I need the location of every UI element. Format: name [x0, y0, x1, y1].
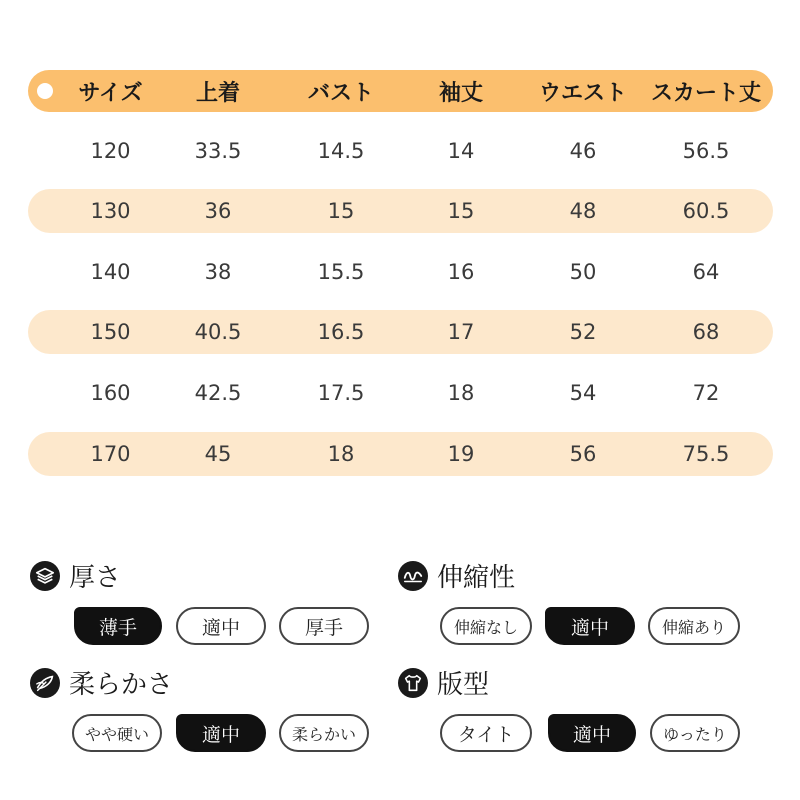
table-cell: 160 — [90, 380, 131, 405]
table-row — [28, 250, 773, 294]
table-cell: 52 — [569, 320, 597, 345]
table-cell: 19 — [447, 441, 475, 466]
feather-icon — [30, 668, 60, 698]
size-table — [28, 70, 773, 476]
table-cell: 15.5 — [317, 259, 365, 284]
wave-icon — [398, 561, 428, 591]
fit-option-tight[interactable]: タイト — [440, 714, 532, 752]
table-cell: 18 — [447, 380, 475, 405]
table-cell: 54 — [569, 380, 597, 405]
table-cell: 16.5 — [317, 320, 365, 345]
table-cell: 56 — [569, 441, 597, 466]
tshirt-icon — [398, 668, 428, 698]
table-cell: 17.5 — [317, 380, 365, 405]
table-cell: 64 — [692, 259, 720, 284]
table-cell: 14.5 — [317, 138, 365, 163]
table-cell: 15 — [447, 199, 475, 224]
table-cell: 170 — [90, 441, 131, 466]
table-cell: 150 — [90, 320, 131, 345]
table-cell: 16 — [447, 259, 475, 284]
table-row — [28, 432, 773, 476]
header-size: サイズ — [78, 80, 143, 106]
table-cell: 17 — [447, 320, 475, 345]
table-cell: 130 — [90, 199, 131, 224]
stretch-heading — [398, 557, 515, 594]
thickness-option-thick[interactable]: 厚手 — [279, 607, 369, 645]
softness-option-firm[interactable]: やや硬い — [72, 714, 162, 752]
softness-title: 柔らかさ — [69, 670, 174, 700]
thickness-option-medium[interactable]: 適中 — [176, 607, 266, 645]
table-cell: 40.5 — [194, 320, 242, 345]
table-cell: 42.5 — [194, 380, 242, 405]
table-cell: 33.5 — [194, 138, 242, 163]
header-jacket: 上着 — [195, 80, 240, 106]
thickness-heading — [30, 557, 121, 594]
table-cell: 140 — [90, 259, 131, 284]
table-header — [28, 70, 773, 112]
fit-heading — [398, 664, 489, 701]
table-cell: 46 — [569, 138, 597, 163]
softness-heading — [30, 664, 173, 701]
table-cell: 50 — [569, 259, 597, 284]
table-cell: 68 — [692, 320, 720, 345]
softness-option-medium[interactable]: 適中 — [176, 714, 266, 752]
stretch-option-stretchy[interactable]: 伸縮あり — [648, 607, 740, 645]
table-cell: 15 — [327, 199, 355, 224]
table-cell: 120 — [90, 138, 131, 163]
table-cell: 14 — [447, 138, 475, 163]
header-skirt-length: スカート丈 — [650, 80, 761, 106]
fit-option-medium[interactable]: 適中 — [548, 714, 636, 752]
table-row — [28, 371, 773, 415]
table-cell: 45 — [204, 441, 232, 466]
layers-icon — [30, 561, 60, 591]
table-cell: 36 — [204, 199, 232, 224]
thickness-title: 厚さ — [69, 563, 122, 593]
table-cell: 75.5 — [682, 441, 730, 466]
thickness-option-thin[interactable]: 薄手 — [74, 607, 162, 645]
stretch-option-medium[interactable]: 適中 — [545, 607, 635, 645]
table-cell: 56.5 — [682, 138, 730, 163]
header-bust: バスト — [307, 80, 374, 106]
table-cell: 72 — [692, 380, 720, 405]
bullet-dot — [37, 83, 53, 99]
table-row — [28, 129, 773, 173]
table-cell: 18 — [327, 441, 355, 466]
stretch-option-none[interactable]: 伸縮なし — [440, 607, 532, 645]
table-row — [28, 310, 773, 354]
table-row — [28, 189, 773, 233]
table-cell: 48 — [569, 199, 597, 224]
table-cell: 38 — [204, 259, 232, 284]
table-cell: 60.5 — [682, 199, 730, 224]
header-waist: ウエスト — [538, 80, 627, 106]
stretch-title: 伸縮性 — [437, 563, 516, 593]
fit-option-loose[interactable]: ゆったり — [650, 714, 740, 752]
softness-option-soft[interactable]: 柔らかい — [279, 714, 369, 752]
fit-title: 版型 — [437, 670, 490, 700]
header-sleeve: 袖丈 — [438, 80, 483, 106]
